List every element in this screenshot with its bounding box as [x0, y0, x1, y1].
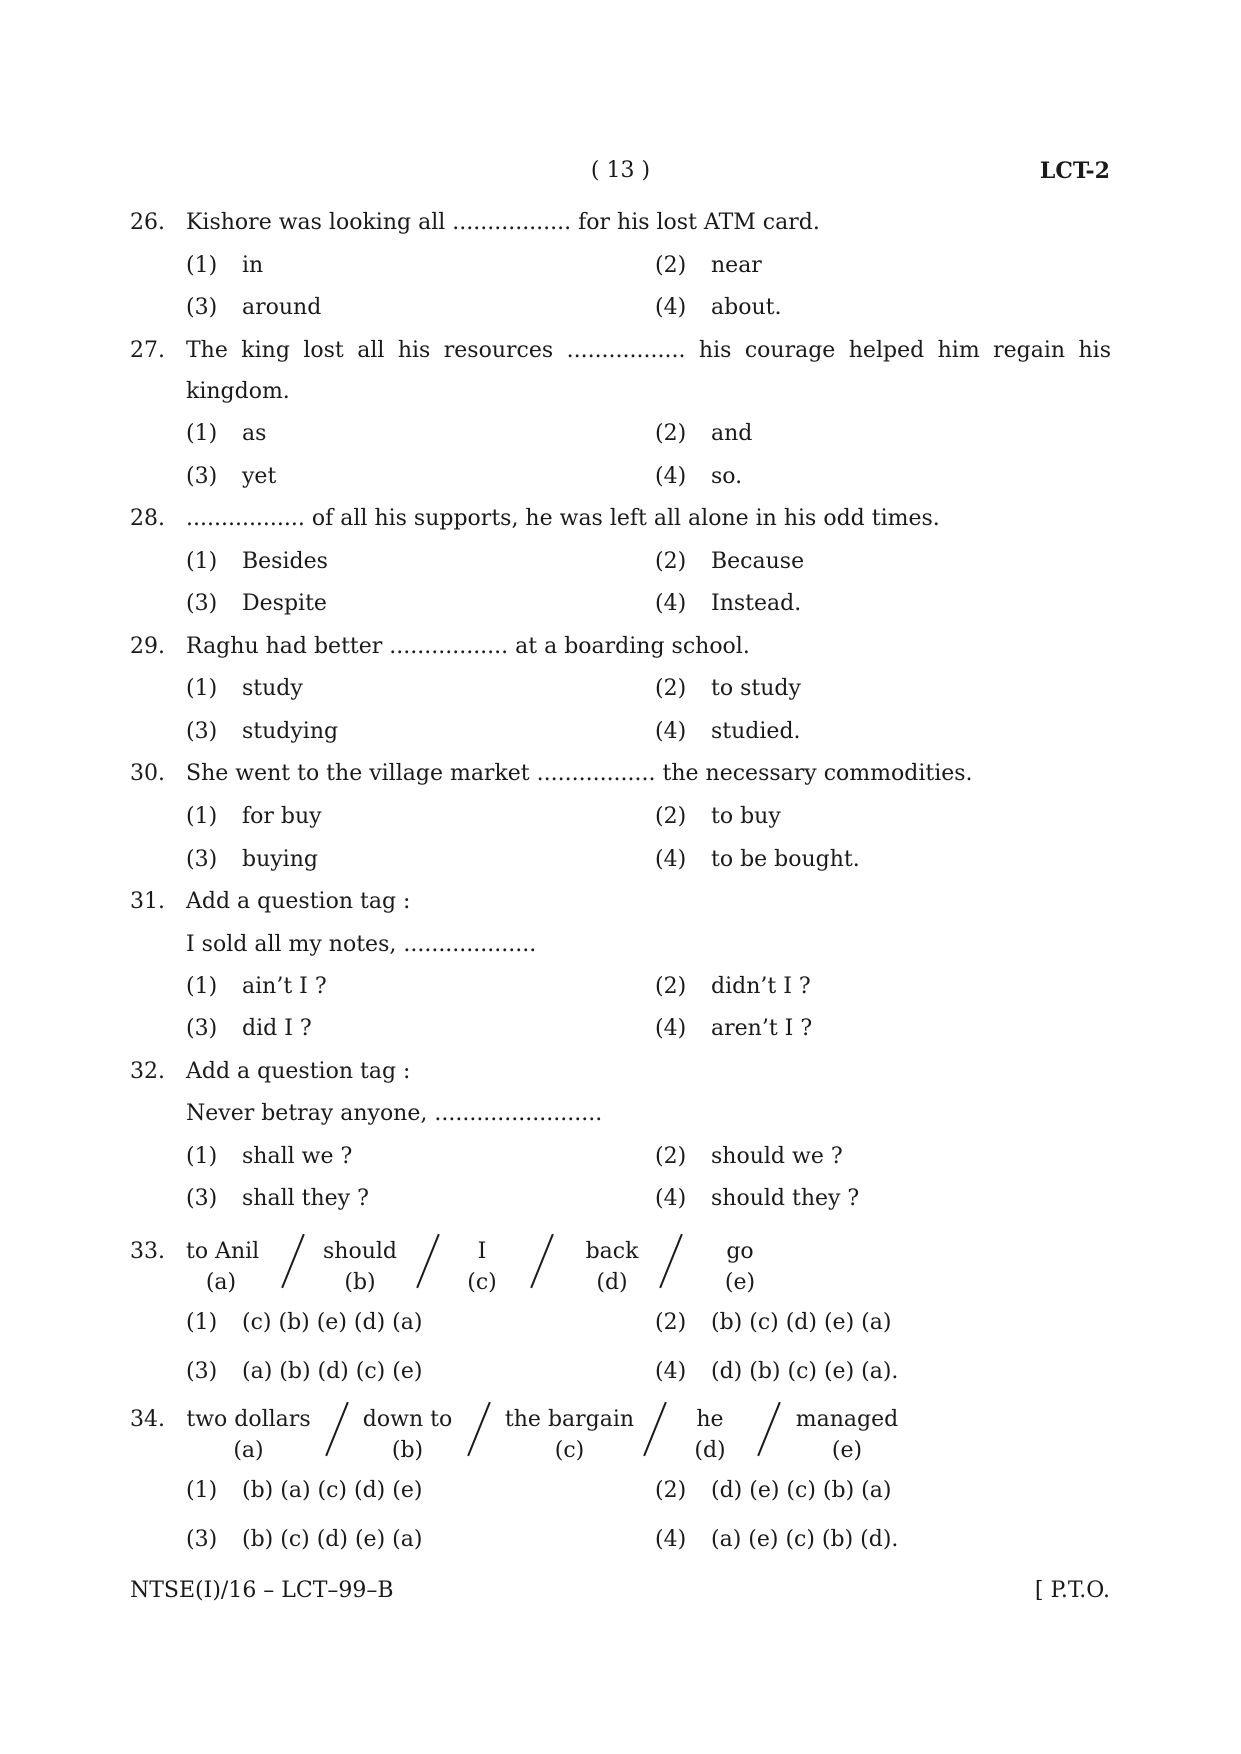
q28-option-1-number: (1) — [186, 549, 218, 574]
q30-number: 30. — [130, 761, 165, 786]
q34-segment-d — [690, 1407, 730, 1463]
q31-option-2-text: didn’t I ? — [711, 974, 811, 999]
q30-text: She went to the village market ................. the necessary commodities. — [186, 761, 973, 786]
q27-option-2-text: and — [711, 421, 753, 446]
q28-option-2-number: (2) — [655, 549, 687, 574]
q29-option-1-number: (1) — [186, 676, 218, 701]
paper-code: LCT-2 — [1039, 158, 1110, 184]
divider-slash — [281, 1234, 305, 1289]
q30-option-3-text: buying — [242, 847, 318, 872]
q34-number: 34. — [130, 1407, 165, 1432]
q27-option-3-text: yet — [242, 464, 277, 489]
q29-option-2-text: to study — [711, 676, 801, 701]
q32-sentence: Never betray anyone, ........................ — [186, 1101, 603, 1126]
segment-label: (c) — [554, 1438, 585, 1463]
q30-option-1-text: for buy — [242, 804, 322, 829]
q34-option-2-number: (2) — [655, 1478, 687, 1503]
footer-pto: [ P.T.O. — [1034, 1578, 1110, 1603]
q34-option-4-text: (a) (e) (c) (b) (d). — [711, 1527, 899, 1552]
segment-text: the bargain — [504, 1407, 635, 1432]
q30-option-4-number: (4) — [655, 847, 687, 872]
segment-label: (e) — [831, 1438, 863, 1463]
q28-option-1-text: Besides — [242, 549, 328, 574]
q30-option-2-text: to buy — [711, 804, 781, 829]
q26-option-1-text: in — [242, 253, 264, 278]
q34-option-4-number: (4) — [655, 1527, 687, 1552]
q27-option-4-text: so. — [711, 464, 743, 489]
q31-option-4-text: aren’t I ? — [711, 1016, 813, 1041]
q32-number: 32. — [130, 1059, 165, 1084]
q26-option-1-number: (1) — [186, 253, 218, 278]
divider-slash — [467, 1402, 491, 1457]
q32-option-3-text: shall they ? — [242, 1186, 369, 1211]
q33-option-1-text: (c) (b) (e) (d) (a) — [242, 1310, 423, 1335]
q26-option-4-number: (4) — [655, 295, 687, 320]
q26-text: Kishore was looking all ................. for his lost ATM card. — [186, 210, 820, 235]
segment-label: (c) — [467, 1270, 497, 1295]
segment-text: down to — [362, 1407, 453, 1432]
q28-option-4-number: (4) — [655, 591, 687, 616]
q27-option-1-number: (1) — [186, 421, 218, 446]
q27-text-line-1: The king lost all his resources ................. his courage helped him regain his — [186, 338, 1111, 363]
q31-option-3-text: did I ? — [242, 1016, 312, 1041]
q33-segment-b — [315, 1239, 405, 1295]
q33-option-2-text: (b) (c) (d) (e) (a) — [711, 1310, 892, 1335]
q31-instruction: Add a question tag : — [186, 889, 411, 914]
segment-label: (b) — [344, 1270, 376, 1295]
q30-option-1-number: (1) — [186, 804, 218, 829]
q29-option-2-number: (2) — [655, 676, 687, 701]
segment-text: should — [323, 1239, 397, 1264]
q27-option-3-number: (3) — [186, 464, 218, 489]
q27-text-line-2: kingdom. — [186, 379, 290, 404]
q33-option-3-text: (a) (b) (d) (c) (e) — [242, 1359, 423, 1384]
q33-option-3-number: (3) — [186, 1359, 218, 1384]
q29-option-1-text: study — [242, 676, 303, 701]
q30-option-3-number: (3) — [186, 847, 218, 872]
q32-option-1-number: (1) — [186, 1144, 218, 1169]
segment-label: (d) — [694, 1438, 726, 1463]
q29-option-4-number: (4) — [655, 719, 687, 744]
segment-label: (a) — [233, 1438, 264, 1463]
q28-text: ................. of all his supports, he was left all alone in his odd times. — [186, 506, 940, 531]
q28-option-4-text: Instead. — [711, 591, 802, 616]
q34-option-1-number: (1) — [186, 1478, 218, 1503]
footer-code: NTSE(I)/16 – LCT–99–B — [130, 1578, 394, 1603]
segment-text: two dollars — [186, 1407, 311, 1432]
segment-label: (a) — [205, 1270, 237, 1295]
divider-slash — [325, 1402, 349, 1457]
q32-option-2-number: (2) — [655, 1144, 687, 1169]
q26-option-2-text: near — [711, 253, 762, 278]
q26-option-3-number: (3) — [186, 295, 218, 320]
q31-option-1-text: ain’t I ? — [242, 974, 327, 999]
q28-option-3-text: Despite — [242, 591, 327, 616]
q33-option-4-number: (4) — [655, 1359, 687, 1384]
q29-option-3-text: studying — [242, 719, 339, 744]
divider-slash — [643, 1402, 667, 1457]
q32-option-4-number: (4) — [655, 1186, 687, 1211]
q27-option-1-text: as — [242, 421, 267, 446]
q33-segment-c — [462, 1239, 502, 1295]
q34-segment-e — [792, 1407, 902, 1463]
q26-option-2-number: (2) — [655, 253, 687, 278]
q31-option-3-number: (3) — [186, 1016, 218, 1041]
segment-text: managed — [795, 1407, 899, 1432]
q31-number: 31. — [130, 889, 165, 914]
q34-option-3-number: (3) — [186, 1527, 218, 1552]
q34-segment-c — [502, 1407, 637, 1463]
q29-text: Raghu had better ................. at a boarding school. — [186, 634, 750, 659]
q33-segment-a — [186, 1239, 260, 1295]
q27-option-2-number: (2) — [655, 421, 687, 446]
segment-label: (e) — [724, 1270, 756, 1295]
divider-slash — [416, 1234, 440, 1289]
q32-option-3-number: (3) — [186, 1186, 218, 1211]
q28-option-2-text: Because — [711, 549, 805, 574]
q30-option-2-number: (2) — [655, 804, 687, 829]
q34-option-1-text: (b) (a) (c) (d) (e) — [242, 1478, 423, 1503]
q31-option-2-number: (2) — [655, 974, 687, 999]
q34-option-3-text: (b) (c) (d) (e) (a) — [242, 1527, 423, 1552]
segment-text: back — [585, 1239, 639, 1264]
q27-number: 27. — [130, 338, 165, 363]
q33-number: 33. — [130, 1239, 165, 1264]
q29-option-3-number: (3) — [186, 719, 218, 744]
q29-option-4-text: studied. — [711, 719, 801, 744]
q26-number: 26. — [130, 210, 165, 235]
q34-option-2-text: (d) (e) (c) (b) (a) — [711, 1478, 892, 1503]
q33-segment-d — [580, 1239, 644, 1295]
q28-number: 28. — [130, 506, 165, 531]
q34-segment-a — [186, 1407, 311, 1463]
segment-text: go — [726, 1239, 754, 1264]
page-number: ( 13 ) — [590, 158, 651, 183]
q27-option-4-number: (4) — [655, 464, 687, 489]
segment-text: I — [477, 1239, 487, 1264]
segment-label: (d) — [596, 1270, 628, 1295]
q31-sentence: I sold all my notes, ................... — [186, 932, 537, 957]
q30-option-4-text: to be bought. — [711, 847, 860, 872]
q32-option-1-text: shall we ? — [242, 1144, 353, 1169]
q32-option-2-text: should we ? — [711, 1144, 843, 1169]
q33-option-2-number: (2) — [655, 1310, 687, 1335]
q26-option-4-text: about. — [711, 295, 782, 320]
q31-option-1-number: (1) — [186, 974, 218, 999]
segment-label: (b) — [391, 1438, 424, 1463]
divider-slash — [757, 1402, 781, 1457]
q34-segment-b — [360, 1407, 455, 1463]
divider-slash — [530, 1234, 554, 1289]
q31-option-4-number: (4) — [655, 1016, 687, 1041]
divider-slash — [659, 1234, 683, 1289]
q32-option-4-text: should they ? — [711, 1186, 860, 1211]
segment-text: to Anil — [186, 1239, 260, 1264]
q32-instruction: Add a question tag : — [186, 1059, 411, 1084]
q29-number: 29. — [130, 634, 165, 659]
q33-option-1-number: (1) — [186, 1310, 218, 1335]
segment-text: he — [696, 1407, 724, 1432]
q33-segment-e — [720, 1239, 760, 1295]
q28-option-3-number: (3) — [186, 591, 218, 616]
q33-option-4-text: (d) (b) (c) (e) (a). — [711, 1359, 899, 1384]
q26-option-3-text: around — [242, 295, 322, 320]
